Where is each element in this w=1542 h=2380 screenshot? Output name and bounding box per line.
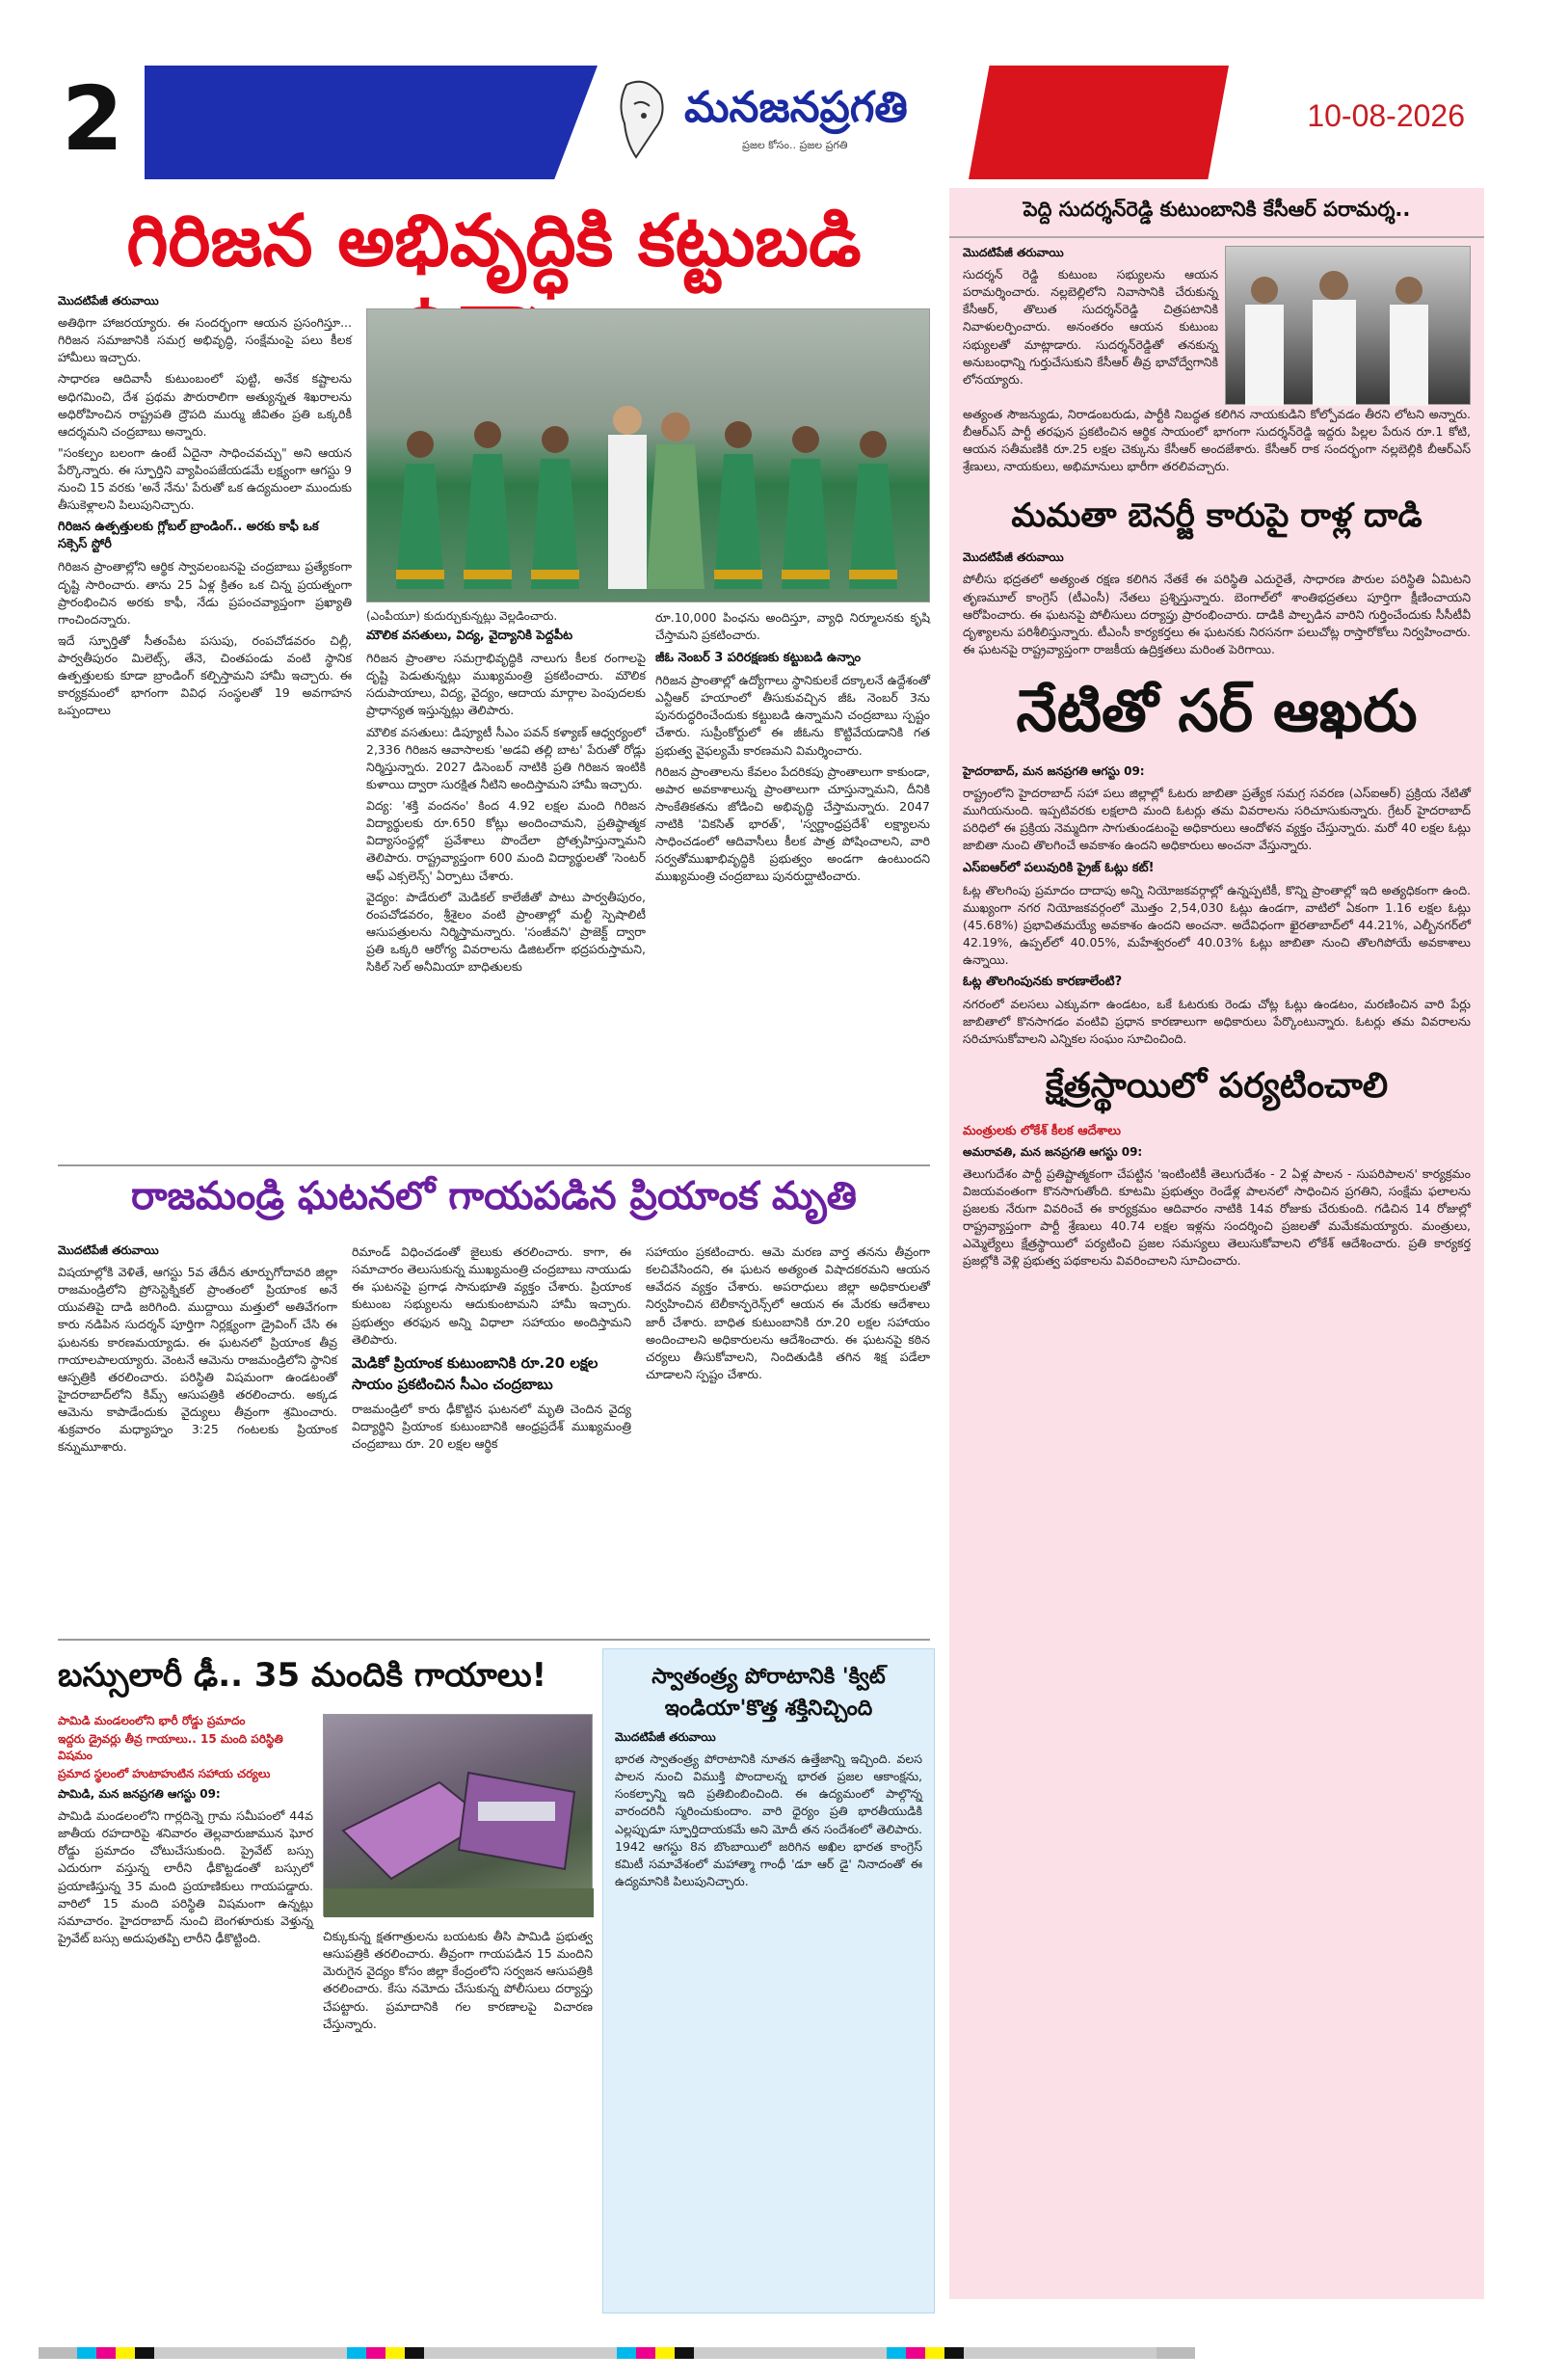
right-column: [949, 188, 1484, 2299]
lead-col-3: [655, 609, 930, 890]
lead-paragraph: ఇదే స్ఫూర్తితో సీతంపేట పసుపు, రంపచోడవరం చిల్లీ, పార్వతీపురం మిలెట్స్, తేనె, చింతపండు వంటి స్థానిక ఉత్పత్తులకు కూడా బ్రాండింగ్ కల్పిస్తామని హామీ ఇచ్చారు. ఈ కార్యక్రమంలో భాగంగా వివిధ సంస్థలతో 19 అవగాహన ఒప్పందాలు: [58, 632, 352, 718]
lead-right-text: [655, 609, 930, 886]
masthead: [58, 66, 1484, 179]
paper-name: మనజనప్రగతి: [684, 83, 908, 132]
page-number-box: [58, 66, 145, 179]
story2-col-2: [352, 1243, 631, 1453]
bus-accident-illustration: [324, 1715, 594, 1917]
lead-paragraph: వైద్యం: పాడేరులో మెడికల్ కాలేజీతో పాటు పార్వతీపురం, రంపచోడవరం, శ్రీశైలం వంటి ప్రాంతాల్లో మల్టీ స్పెషాలిటీ ఆసుపత్రులను నిర్మిస్తామన్నారు. 'సంజీవని' ప్రాజెక్ట్ ద్వారా ప్రతి ఒక్కరి ఆరోగ్య వివరాలను డిజిటల్‌గా భద్రపరుస్తామని, సికిల్ సెల్ అనీమియా బాధితులకు: [366, 889, 646, 975]
lead-text-1: [58, 314, 352, 514]
lead-photo: [366, 308, 930, 602]
sir-text-2: ఓట్ల తొలగింపు ప్రమాదం దాదాపు అన్ని నియోజకవర్గాల్లో ఉన్నప్పటికీ, కొన్ని ప్రాంతాల్లో ఇది అత్యధికంగా ఉంది. ముఖ్యంగా నగర నియోజకవర్గంలో మొత్తం 2,54,030 ఓట్లు ఉండగా, వాటిలో ఏకంగా 1.16 లక్షల ఓట్లు (45.68%) ప్రభావితమయ్యే అవకాశం ఉందని అంచనా. అదేవిధంగా ఖైరతాబాద్‌లో 44.21%, ఎల్బీనగర్‌లో 42.19%, ఉప్పల్‌లో 40.05%, మహేశ్వరంలో 40.03% ఓట్లు జాబితా నుంచి తొలగిపోయే అవకాశాలు ఉన్నాయి.: [963, 882, 1471, 967]
lead-mid-subhead: మౌలిక వసతులు, విద్య, వైద్యానికి పెద్దపీట: [366, 628, 573, 643]
story2-subtext: రాజమండ్రిలో కారు ఢీకొట్టిన ఘటనలో మృతి చెందిన వైద్య విద్యార్థిని ప్రియాంక కుటుంబానికి ఆంధ్రప్రదేశ్ ముఖ్యమంత్రి చంద్రబాబు రూ. 20 లక్షల ఆర్థిక: [352, 1401, 631, 1451]
story2-col-1: [58, 1243, 337, 1456]
lead-right-subhead: జీఓ నెంబర్ 3 పరిరక్షణకు కట్టుబడి ఉన్నాం: [655, 651, 862, 666]
sir-headline: నేటితో సర్ ఆఖరు: [1016, 678, 1418, 745]
print-registration-bar: [39, 2344, 1503, 2356]
bus-dateline: పామిడి, మన జనప్రగతి ఆగస్టు 09:: [58, 1787, 221, 1801]
lead-paragraph: గిరిజన ప్రాంతాల్లోని ఆర్థిక స్వావలంబనపై చంద్రబాబు ప్రత్యేకంగా దృష్టి సారించారు. తాను 25 ఏళ్ల క్రితం ఒక చిన్న ప్రయత్నంగా ప్రారంభించిన అరకు కాఫీ, నేడు ప్రపంచవ్యాప్తంగా ప్రఖ్యాతి గాంచిందన్నారు.: [58, 559, 352, 627]
bus-text-2: చిక్కుకున్న క్షతగాత్రులను బయటకు తీసి పామిడి ప్రభుత్వ ఆసుపత్రికి తరలించారు. తీవ్రంగా గాయపడిన 15 మందిని మెరుగైన వైద్యం కోసం జిల్లా కేంద్రంలోని సర్వజన ఆసుపత్రికి తరలించారు. కేసు నమోదు చేసుకున్న పోలీసులు దర్యాప్తు చేపట్టారు. ప్రమాదానికి గల కారణాలపై విచారణ చేస్తున్నారు.: [323, 1929, 593, 2031]
story2-col-3: [646, 1243, 930, 1383]
field-headline: క్షేత్రస్థాయిలో పర్యటించాలి: [1045, 1065, 1389, 1106]
bus-photo: [323, 1714, 593, 1916]
kcr-text-2: అత్యంత సౌజన్యుడు, నిరాడంబరుడు, పార్టీకి నిబద్ధత కలిగిన నాయకుడిని కోల్పోవడం తీరని లోటని అన్నారు. బీఆర్ఎస్ పార్టీ తరఫున ప్రకటించిన ఆర్థిక సాయంలో భాగంగా సుదర్శన్‌రెడ్డి ఇద్దరు పిల్లల పేరున రూ.1 కోటి, ఆయన సతీమణికి రూ.25 లక్షల చెక్కును కేసీఆర్ అందజేశారు. కేసీఆర్ రాక సందర్భంగా నల్లబెల్లికి బీఆర్ఎస్ శ్రేణులు, నాయకులు, అభిమానులు భారీగా తరలివచ్చారు.: [963, 406, 1471, 474]
lead-paragraph: సాధారణ ఆదివాసీ కుటుంబంలో పుట్టి, అనేక కష్టాలను అధిగమించి, దేశ ప్రథమ పౌరురాలిగా అత్యున్నత శిఖరాలను అధిరోహించిన రాష్ట్రపతి ద్రౌపది ముర్ము జీవితం ప్రతి ఒక్కరికీ ఆదర్శమని చంద్రబాబు అన్నారు.: [58, 371, 352, 439]
story2-subhead: మెడికో ప్రియాంక కుటుంబానికి రూ.20 లక్షల సాయం ప్రకటించిన సీఎం చంద్రబాబు: [352, 1353, 598, 1393]
bus-col-2: [323, 1928, 593, 2033]
lead-paragraph: మౌలిక వసతులు: డిప్యూటీ సీఎం పవన్ కళ్యాణ్ ఆధ్వర్యంలో 2,336 గిరిజన ఆవాసాలకు 'అడవి తల్లి బాట' పేరుతో రోడ్లు నిర్మిస్తున్నారు. 2027 డిసెంబర్ నాటికి ప్రతి గిరిజన ఇంటికి కుళాయి ద్వారా సురక్షిత నీటిని అందిస్తామని హామీ ఇచ్చారు.: [366, 724, 646, 791]
mamata-headline: మమతా బెనర్జీ కారుపై రాళ్ల దాడి: [1011, 496, 1422, 536]
dancers-illustration: [367, 309, 931, 603]
story2-byline: మొదటిపేజీ తరువాయి: [58, 1243, 159, 1257]
field-subhead: మంత్రులకు లోకేశ్ కీలక ఆదేశాలు: [963, 1123, 1121, 1138]
sir-subhead: ఎస్ఐఆర్‌లో పలువురికి ప్రైజ్ ఓట్లు కట్!: [963, 860, 1155, 875]
logo-emblem-icon: [607, 75, 677, 168]
issue-date: 10-08-2026: [1307, 98, 1465, 133]
lead-paragraph: అతిథిగా హాజరయ్యారు. ఈ సందర్భంగా ఆయన ప్రసంగిస్తూ... గిరిజన సమాజానికి సమగ్ర అభివృద్ధి, సంక్షేమంపై పలు కీలక హామీలు ఇచ్చారు.: [58, 315, 352, 365]
quit-india-box: [602, 1648, 935, 2313]
lead-paragraph: గిరిజన ప్రాంతాల్లో ఉద్యోగాలు స్థానికులకే దక్కాలనే ఉద్దేశంతో ఎన్టీఆర్ హయాంలో తీసుకువచ్చిన జీఓ నెంబర్ 3ను పునరుద్ధరించేందుకు కట్టుబడి ఉన్నామని చంద్రబాబు స్పష్టం చేశారు. సుప్రీంకోర్టులో ఈ జీఓను కొట్టివేయడానికి గత ప్రభుత్వ వైఫల్యమే కారణమని విమర్శించారు.: [655, 673, 930, 758]
bus-headline: బస్సులారీ ఢీ.. 35 మందికి గాయాలు!: [58, 1656, 547, 1695]
quit-india-headline: స్వాతంత్ర్య పోరాటానికి 'క్విట్ ఇండియా'కొత్త శక్తినిచ్చింది: [651, 1665, 886, 1721]
divider: [58, 1639, 930, 1641]
quit-india-text: భారత స్వాతంత్ర్య పోరాటానికి నూతన ఉత్తేజాన్ని ఇచ్చింది. వలస పాలన నుంచి విముక్తి పొందాలన్న భారత ప్రజల ఆకాంక్షను, సంకల్పాన్ని ఇది ప్రతిబింబించింది. ఈ ఉద్యమంలో పాల్గొన్న వారందరినీ స్మరించుకుందాం. వారి ధైర్యం ప్రతి భారతీయుడికి ఎల్లప్పుడూ స్ఫూర్తిదాయకమే అని మోదీ తన సందేశంలో తెలిపారు. 1942 ఆగస్టు 8న బొంబాయిలో జరిగిన అఖిల భారత కాంగ్రెస్ కమిటీ సమావేశంలో మహాత్మా గాంధీ 'డూ ఆర్ డై' నినాదంతో ఈ ఉద్యమానికి పిలుపునిచ్చారు.: [615, 1752, 922, 1888]
lead-paragraph: రూ.10,000 పింఛను అందిస్తూ, వ్యాధి నిర్మూలనకు కృషి చేస్తామని ప్రకటించారు.: [655, 610, 930, 643]
people-illustration: [1226, 247, 1472, 406]
mamata-byline: మొదటిపేజీ తరువాయి: [963, 550, 1064, 565]
kcr-headline: పెద్ది సుదర్శన్‌రెడ్డి కుటుంబానికి కేసీఆర్ పరామర్శ..: [949, 188, 1484, 238]
sir-subhead-2: ఓట్ల తొలగింపునకు కారణాలేంటి?: [963, 975, 1123, 990]
lead-mid-text: [366, 650, 646, 976]
lead-photo-caption: (ఎంపీయూ) కుదుర్చుకున్నట్లు వెల్లడించారు.: [366, 609, 558, 623]
sir-dateline: హైదరాబాద్, మన జనప్రగతి ఆగస్టు 09:: [963, 764, 1145, 778]
kcr-photo: [1225, 246, 1471, 405]
lead-text-2: [58, 558, 352, 719]
lead-paragraph: "సంకల్పం బలంగా ఉంటే ఏదైనా సాధించవచ్చు" అని ఆయన పేర్కొన్నారు. ఈ స్ఫూర్తిని వ్యాపింపజేయడమే లక్ష్యంగా ఆగస్టు 9 నుంచి 15 వరకు 'అనే నేను' పేరుతో ఒక ఉద్యమంలా ముందుకు తీసుకెళ్లాలని పిలుపునిచ్చారు.: [58, 444, 352, 513]
lead-col-2: [366, 628, 646, 979]
bus-sub3: ప్రమాద స్థలంలో హుటాహుటిన సహాయ చర్యలు: [58, 1767, 271, 1780]
paper-tagline: ప్రజల కోసం.. ప్రజల ప్రగతి: [742, 139, 848, 151]
field-dateline: అమరావతి, మన జనప్రగతి ఆగస్టు 09:: [963, 1144, 1143, 1159]
kcr-byline: మొదటిపేజీ తరువాయి: [963, 246, 1064, 259]
page-number: 2: [62, 67, 124, 171]
paper-logo: [607, 75, 954, 172]
bus-col-1: [58, 1714, 313, 1947]
lead-paragraph: గిరిజన ప్రాంతాలను కేవలం పేదరికపు ప్రాంతాలుగా కాకుండా, అపార అవకాశాలున్న ప్రాంతాలుగా చూస్తున్నామని, దీనికి సాంకేతికతను జోడించి అభివృద్ధి చేస్తామన్నారు. 2047 నాటికి 'వికసిత్ భారత్', 'స్వర్ణాంధ్రప్రదేశ్' లక్ష్యాలను సాధించడంలో ఆదివాసీలు కీలక పాత్ర పోషించాలని, వారి సర్వతోముఖాభివృద్ధికి ప్రభుత్వం అండగా ఉంటుందని ముఖ్యమంత్రి చంద్రబాబు పునరుద్ఘాటించారు.: [655, 763, 930, 884]
sir-text-3: నగరంలో వలసలు ఎక్కువగా ఉండటం, ఒకే ఓటరుకు రెండు చోట్ల ఓట్లు ఉండటం, మరణించిన వారి పేర్లు జాబితాలో కొనసాగడం వంటివి ప్రధాన కారణాలుగా అధికారులు పేర్కొంటున్నారు. ఓటర్లు తమ వివరాలను సరిచూసుకోవాలని ఎన్నికల సంఘం సూచించింది.: [963, 997, 1471, 1047]
lead-paragraph: విద్య: 'శక్తి వందనం' కింద 4.92 లక్షల మంది గిరిజన విద్యార్థులకు రూ.650 కోట్లు అందించామని, ప్రతిష్ఠాత్మక విద్యాసంస్థల్లో ప్రవేశాలు పొందేలా ప్రోత్సహిస్తున్నామని తెలిపారు. రాష్ట్రవ్యాప్తంగా 600 మంది విద్యార్థులతో 'సెంటర్ ఆఫ్ ఎక్సలెన్స్' ఏర్పాటు చేశారు.: [366, 798, 646, 883]
lead-headline: గిరిజన అభివృద్ధికి కట్టుబడి: [126, 200, 862, 282]
lead-subhead: గిరిజన ఉత్పత్తులకు గ్లోబల్ బ్రాండింగ్.. అరకు కాఫీ ఒక సక్సెస్ స్టోరీ: [58, 520, 319, 552]
lead-col-1: [58, 294, 352, 724]
story2-text-3: సహాయం ప్రకటించారు. ఆమె మరణ వార్త తనను తీవ్రంగా కలచివేసిందని, ఈ ఘటన అత్యంత విషాదకరమని ఆయన ఆవేదన వ్యక్తం చేశారు. అపరాధులు జిల్లా అధికారులతో నిర్వహించిన టెలీకాన్ఫరెన్స్‌లో ఆయన ఈ మేరకు ఆదేశాలు జారీ చేశారు. బాధిత కుటుంబానికి రూ.20 లక్షల సహాయం అందించాలని అధికారులను ఆదేశించారు. ఈ ఘటనపై కఠిన చర్యలు తీసుకోవాలని, నిందితుడికి తగిన శిక్ష పడేలా చూడాలని స్పష్టం చేశారు.: [646, 1244, 930, 1381]
kcr-text-1: సుదర్శన్ రెడ్డి కుటుంబ సభ్యులను ఆయన పరామర్శించారు. నల్లబెల్లిలోని నివాసానికి చేరుకున్న కేసీఆర్, తొలుత సుదర్శన్‌రెడ్డి చిత్రపటానికి నివాళులర్పించారు. అనంతరం ఆయన కుటుంబ సభ్యులతో మాట్లాడారు. సుదర్శన్‌రెడ్డితో తనకున్న అనుబంధాన్ని గుర్తుచేసుకుని కేసీఆర్ తీవ్ర భావోద్వేగానికి లోనయ్యారు.: [963, 267, 1218, 387]
story2-headline: రాజమండ్రి ఘటనలో గాయపడిన ప్రియాంక మృతి: [131, 1174, 857, 1218]
sir-text: రాష్ట్రంలోని హైదరాబాద్ సహా పలు జిల్లాల్లో ఓటరు జాబితా ప్రత్యేక సమగ్ర సవరణ (ఎస్ఐఆర్) ప్రక్రియ నేటితో ముగియనుంది. ఇప్పటివరకు లక్షలాది మంది ఓటర్లు తమ వివరాలను సరిచూసుకున్నారు. గ్రేటర్ హైదరాబాద్ పరిధిలో ఈ ప్రక్రియ నెమ్మదిగా సాగుతుండటంపై అధికారులు ఆందోళన వ్యక్తం చేస్తున్నారు. మరో 40 లక్షల ఓట్లు జాబితా నుంచి తొలగించే అవకాశం ఉందని అధికారులు అంచనా వేస్తున్నారు.: [963, 786, 1471, 853]
field-text: తెలుగుదేశం పార్టీ ప్రతిష్టాత్మకంగా చేపట్టిన 'ఇంటింటికీ తెలుగుదేశం - 2 ఏళ్ల పాలన - సుపరిపాలన' కార్యక్రమం విజయవంతంగా కొనసాగుతోంది. కూటమి ప్రభుత్వం రెండేళ్ల పాలనలో సాధించిన ప్రగతిని, సంక్షేమ ఫలాలను ప్రజలకు నేరుగా వివరించే ఈ కార్యక్రమం ఆదివారం నాటికి 14వ రోజుకు చేరుకుంది. గడిచిన 14 రోజుల్లో రాష్ట్రవ్యాప్తంగా పార్టీ శ్రేణులు 40.74 లక్షల ఇళ్లను సందర్శించి ప్రజలతో మమేకమయ్యారు. మంత్రులు, ఎమ్మెల్యేలు క్షేత్రస్థాయిలో పర్యటించి ప్రజల సమస్యలు తెలుసుకోవాలని లోకేశ్ ఆదేశించారు. ప్రతి కార్యకర్త ప్రజల్లోకి వెళ్లి ప్రభుత్వ పథకాలను వివరించాలని సూచించారు.: [963, 1165, 1471, 1269]
quit-india-byline: మొదటిపేజీ తరువాయి: [615, 1730, 716, 1744]
bus-text: పామిడి మండలంలోని గార్లదిన్నె గ్రామ సమీపంలో 44వ జాతీయ రహదారిపై శనివారం తెల్లవారుజామున ఘోర రోడ్డు ప్రమాదం చోటుచేసుకుంది. ప్రైవేట్ బస్సు ఎదురుగా వస్తున్న లారీని ఢీకొట్టడంతో బస్సులో ప్రయాణిస్తున్న 35 మంది ప్రయాణికులు గాయపడ్డారు. వారిలో 15 మంది పరిస్థితి విషమంగా ఉన్నట్లు సమాచారం. హైదరాబాద్ నుంచి బెంగళూరుకు వెళ్తున్న ప్రైవేట్ బస్సు అదుపుతప్పి లారీని ఢీకొట్టింది.: [58, 1808, 313, 1945]
divider: [58, 1164, 930, 1166]
bus-sub2: ఇద్దరు డ్రైవర్లు తీవ్ర గాయాలు.. 15 మంది పరిస్థితి విషమం: [58, 1732, 283, 1762]
mamata-text: పోలీసు భద్రతలో అత్యంత రక్షణ కలిగిన నేతకే ఈ పరిస్థితి ఎదురైతే, సాధారణ పౌరుల పరిస్థితి ఏమిటని తృణమూల్ కాంగ్రెస్ (టీఎంసీ) నేతలు ప్రశ్నిస్తున్నారు. బెంగాల్‌లో శాంతిభద్రతలు పూర్తిగా క్షీణించాయని ఆరోపించారు. ఈ ఘటనపై పోలీసులు దర్యాప్తు ప్రారంభించారు. దాడికి పాల్పడిన వారిని గుర్తించేందుకు సీసీటీవీ దృశ్యాలను పరిశీలిస్తున్నారు. టీఎంసీ కార్యకర్తలు ఈ ఘటనకు నిరసనగా పలుచోట్ల రాస్తారోకోలు నిర్వహించారు. ఈ ఘటనపై రాష్ట్రవ్యాప్తంగా రాజకీయ ఉద్రిక్తతలు మరింత పెరిగాయి.: [963, 572, 1471, 656]
lead-byline: మొదటిపేజీ తరువాయి: [58, 294, 159, 308]
story2-text-1: విషయాల్లోకి వెళితే, ఆగస్టు 5వ తేదీన తూర్పుగోదావరి జిల్లా రాజమండ్రిలోని ప్రోసెస్టెక్నికల్ ప్రాంతంలో ప్రియాంక అనే యువతిపై దాడి జరిగింది. ముద్దాయి మత్తులో అతివేగంగా కారు నడిపిన సుదర్శన్ పూర్తిగా నిర్లక్ష్యంగా డ్రైవింగ్ చేసి ఈ ఘటనకు కారణమయ్యాడు. ఈ ఘటనలో ప్రియాంక తీవ్ర గాయాలపాలయ్యారు. వెంటనే ఆమెను రాజమండ్రిలోని స్థానిక ఆస్పత్రికి తరలించారు. పరిస్థితి విషమంగా ఉండటంతో హైదరాబాద్‌లోని కిమ్స్ ఆసుపత్రికి తరలించారు. అక్కడ ఆమెను కాపాడేందుకు వైద్యులు తీవ్రంగా శ్రమించారు. శుక్రవారం మధ్యాహ్నం 3:25 గంటలకు ప్రియాంక కన్నుమూశారు.: [58, 1265, 337, 1455]
lead-paragraph: గిరిజన ప్రాంతాల సమగ్రాభివృద్ధికి నాలుగు కీలక రంగాలపై దృష్టి పెడుతున్నట్లు ముఖ్యమంత్రి ప్రకటించారు. మౌలిక సదుపాయాలు, విద్య, వైద్యం, ఆదాయ మార్గాల పెంపుదలకు ప్రాధాన్యత ఇస్తున్నట్లు తెలిపారు.: [366, 651, 646, 718]
masthead-red-band: [969, 66, 1229, 179]
story2-text-2: రిమాండ్ విధించడంతో జైలుకు తరలించారు. కాగా, ఈ సమాచారం తెలుసుకున్న ముఖ్యమంత్రి చంద్రబాబు నాయుడు ఈ ఘటనపై ప్రగాఢ సానుభూతి వ్యక్తం చేశారు. ప్రియాంక కుటుంబ సభ్యులను ఆదుకుంటామని హామీ ఇచ్చారు. ప్రభుత్వం తరఫున అన్ని విధాలా సహాయం అందిస్తామని తెలిపారు.: [352, 1244, 631, 1347]
bus-sub1: పామిడి మండలంలోని భారీ రోడ్డు ప్రమాదం: [58, 1714, 246, 1727]
